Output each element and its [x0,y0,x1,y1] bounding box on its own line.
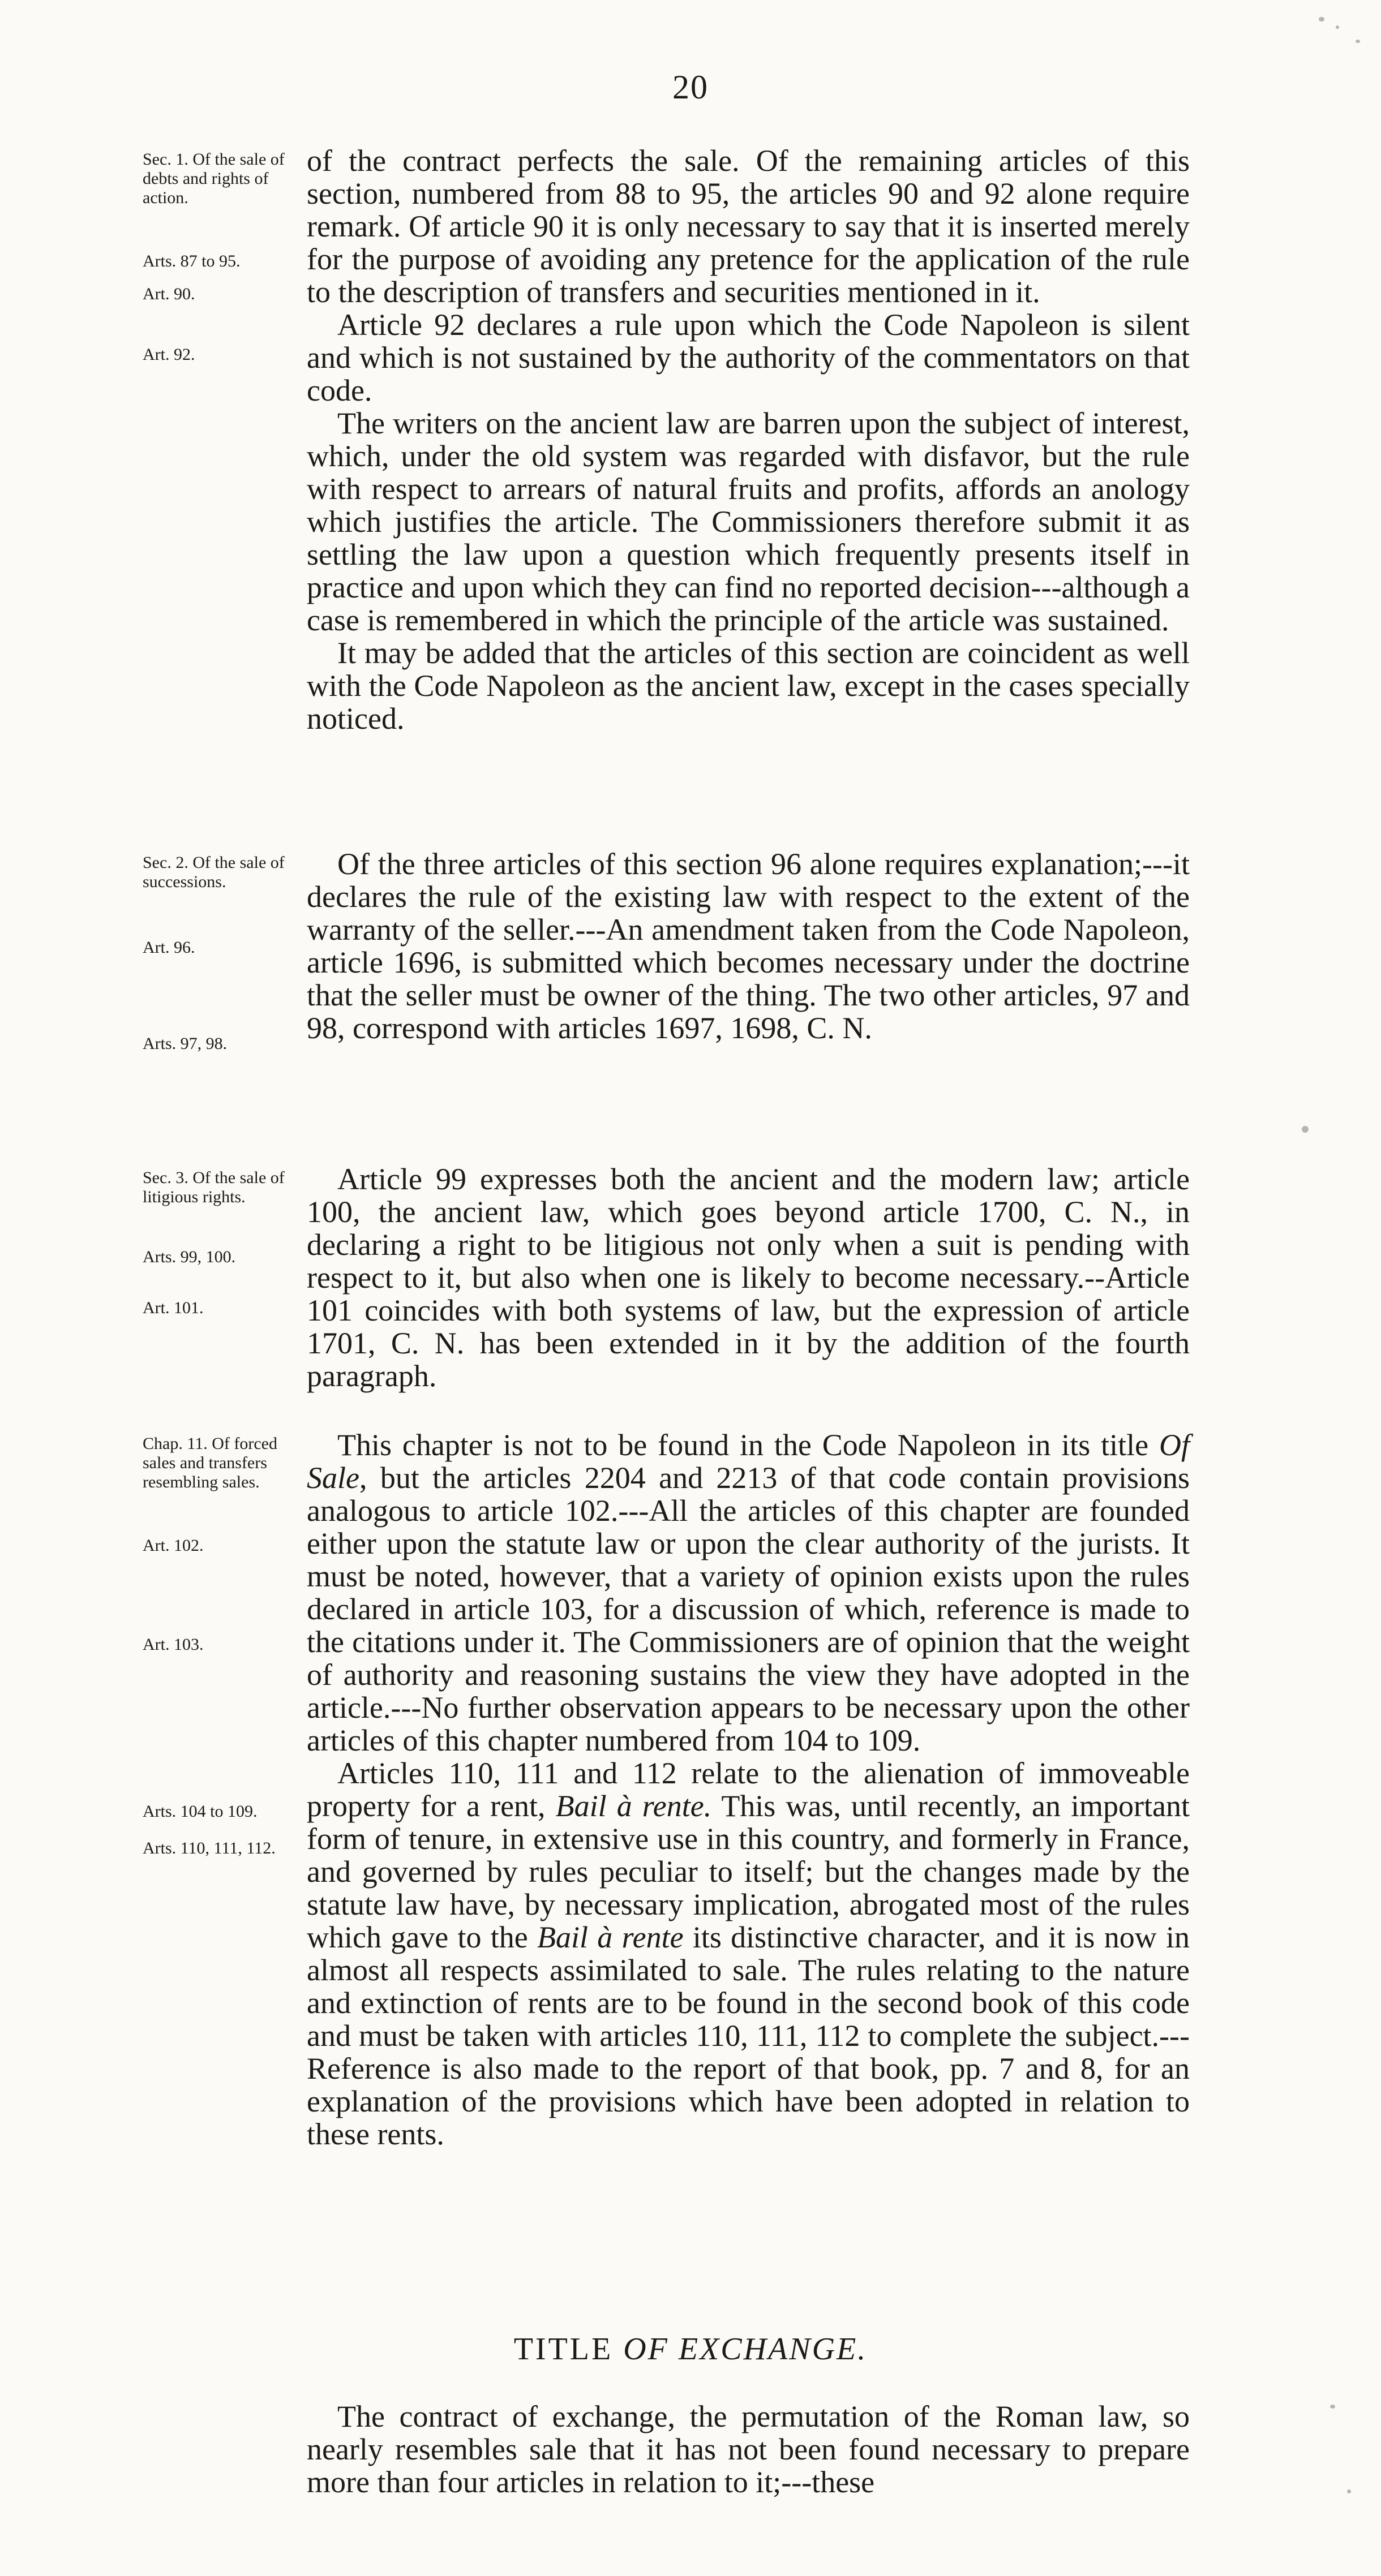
paragraph: It may be added that the articles of this section are coincident as well with the Code Napoleon as the ancient law, except in the cases specially noticed. [307,636,1190,736]
paragraph: Of the three articles of this section 96 alone requires explanation;---it declares the rule of the existing law with respect to the extent of the warranty of the seller.---An amendment taken from the Code Napoleon, article 1696, is submitted which becomes necessary under the doctrine that the seller must be owner of the thing. The two other articles, 97 and 98, correspond with articles 1697, 1698, C. N. [307,847,1190,1045]
margin-note: Art. 96. [143,938,195,957]
closing-paragraph [307,2400,1190,2498]
scan-speck [1330,2405,1335,2409]
margin-note: Arts. 87 to 95. [143,252,241,270]
scan-speck [1347,2489,1351,2493]
paragraph: Article 92 declares a rule upon which the Code Napoleon is silent and which is not sustained by the authority of the commentators on that code. [307,308,1190,407]
paragraph: The writers on the ancient law are barren upon the subject of interest, which, under the old system was regarded with disfavor, but the rule with respect to arrears of natural fruits and profits, affords an anology which justifies the article. The Commissioners therefore submit it as settling the law upon a question which frequently presents itself in practice and upon which they can find no reported decision---although a case is remembered in which the principle of the article was sustained. [307,406,1190,637]
paragraph: of the contract perfects the sale. Of the remaining articles of this section, numbered from 88 to 95, the articles 90 and 92 alone require remark. Of article 90 it is only necessary to say that it is inserted merely for the purpose of avoiding any pretence for the application of the rule to the description of transfers and securities mentioned in it. [307,144,1190,309]
margin-note: Art. 90. [143,285,195,303]
margin-note: Arts. 99, 100. [143,1248,236,1266]
margin-note: Sec. 1. Of the sale of debts and rights of action. [143,150,285,207]
scan-speck [1302,1126,1309,1133]
paragraph: Articles 110, 111 and 112 relate to the alienation of immoveable property for a rent, Bail à rente. This was, until recently, an important form of tenure, in extensive use in this country, and formerly in France, and governed by rules peculiar to itself; but the changes made by the statute law have, by necessary implication, abrogated most of the rules which gave to the Bail à rente its distinctive character, and it is now in almost all respects assimilated to sale. The rules relating to the nature and extinction of rents are to be found in the second book of this code and must be taken with articles 110, 111, 112 to complete the subject.---Reference is also made to the report of that book, pp. 7 and 8, for an explanation of the provisions which have been adopted in relation to these rents. [307,1756,1190,2151]
title-heading: TITLE OF EXCHANGE. [513,2332,868,2367]
scan-speck [1356,40,1360,43]
section-body [307,144,1190,735]
margin-note: Arts. 110, 111, 112. [143,1839,276,1857]
paragraph: Article 99 expresses both the ancient and the modern law; article 100, the ancient law, which goes beyond article 1700, C. N., in declaring a right to be litigious not only when a suit is pending with respect to it, but also when one is likely to become necessary.--Article 101 coincides with both systems of law, but the expression of article 1701, C. N. has been extended in it by the addition of the fourth paragraph. [307,1162,1190,1393]
margin-note: Art. 92. [143,345,195,364]
section-body [307,848,1190,1044]
section-body [307,1163,1190,1392]
scan-speck [1319,17,1324,21]
margin-note: Arts. 97, 98. [143,1034,228,1053]
margin-note: Sec. 3. Of the sale of litigious rights. [143,1168,285,1206]
margin-note: Art. 103. [143,1635,204,1654]
paragraph: The contract of exchange, the permutation of the Roman law, so nearly resembles sale that it has not been found necessary to prepare more than four articles in relation to it;---these [307,2399,1190,2499]
margin-note: Sec. 2. Of the sale of successions. [143,853,285,891]
paragraph: This chapter is not to be found in the Code Napoleon in its title Of Sale, but the articles 2204 and 2213 of that code contain provisions analogous to article 102.---All the articles of this chapter are founded either upon the statute law or upon the clear authority of the jurists. It must be noted, however, that a variety of opinion exists upon the rules declared in article 103, for a discussion of which, reference is made to the citations under it. The Commissioners are of opinion that the weight of authority and reasoning sustains the view they have adopted in the article.---No further observation appears to be necessary upon the other articles of this chapter numbered from 104 to 109. [307,1428,1190,1757]
margin-note: Chap. 11. Of forced sales and transfers resembling sales. [143,1434,277,1491]
scan-speck [1336,25,1339,29]
section-body [307,1429,1190,2151]
page-number: 20 [672,68,709,106]
margin-note: Art. 102. [143,1536,204,1555]
margin-note: Arts. 104 to 109. [143,1802,258,1821]
margin-note: Art. 101. [143,1298,204,1317]
